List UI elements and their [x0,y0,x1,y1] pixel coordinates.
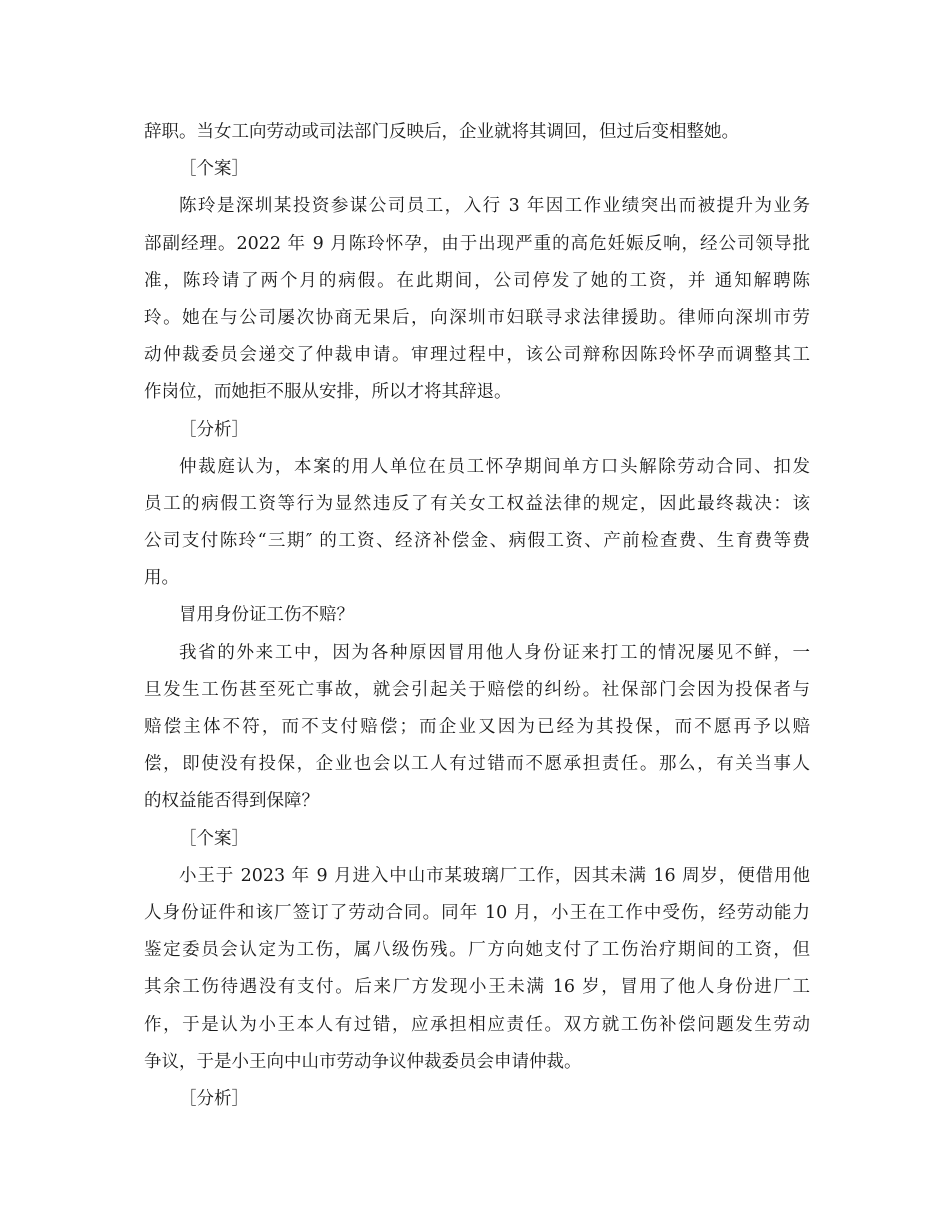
text-line: ［个案］ [179,159,249,180]
text-line: 仲裁庭认为，本案的用人单位在员工怀孕期间单方口头解除劳动合同、扣发 [179,456,810,477]
text-line: 冒用身份证工伤不赔？ [179,605,354,626]
text-line: 辞职。当女工向劳动或司法部门反映后，企业就将其调回，但过后变相整她。 [144,122,739,142]
text-line: 小王于 2023 年 9 月进入中山市某玻璃厂工作，因其未满 16 周岁，便借用他 [179,865,810,886]
text-line: ［分析］ [179,1088,249,1109]
text-line: 的权益能否得到保障？ [144,791,319,812]
text-line: 作，于是认为小王本人有过错，应承担相应责任。双方就工伤补偿问题发生劳动 [144,1014,810,1035]
text-line: 陈玲是深圳某投资参谋公司员工，入行 3 年因工作业绩突出而被提升为业务 [179,196,810,217]
document-body [144,114,810,1118]
text-line: ［个案］ [179,828,249,849]
text-line: ［分析］ [179,419,249,440]
text-line: 争议，于是小王向中山市劳动争议仲裁委员会申请仲裁。 [144,1051,582,1072]
text-line: 我省的外来工中，因为各种原因冒用他人身份证来打工的情况屡见不鲜，一 [179,642,810,663]
text-line: 动仲裁委员会递交了仲裁申请。审理过程中，该公司辩称因陈玲怀孕而调整其工 [144,345,810,366]
text-line: 赔偿主体不符，而不支付赔偿；而企业又因为已经为其投保，而不愿再予以赔 [144,717,810,737]
text-line: 公司支付陈玲“三期″ 的工资、经济补偿金、病假工资、产前检查费、生育费等费 [144,531,810,552]
text-line: 部副经理。2022 年 9 月陈玲怀孕，由于出现严重的高危妊娠反响，经公司领导批 [144,233,810,254]
text-line: 旦发生工伤甚至死亡事故，就会引起关于赔偿的纠纷。社保部门会因为投保者与 [144,679,810,700]
text-line: 鉴定委员会认定为工伤，属八级伤残。厂方向她支付了工伤治疗期间的工资，但 [144,940,810,961]
text-line: 作岗位，而她拒不服从安排，所以才将其辞退。 [144,382,512,403]
text-line: 其余工伤待遇没有支付。后来厂方发现小王未满 16 岁，冒用了他人身份进厂工 [144,977,810,998]
text-line: 人身份证件和该厂签订了劳动合同。同年 10 月，小王在工作中受伤，经劳动能力 [144,902,810,923]
text-line: 偿，即使没有投保，企业也会以工人有过错而不愿承担责任。那么，有关当事人 [144,754,810,775]
text-line: 玲。她在与公司屡次协商无果后，向深圳市妇联寻求法律援助。律师向深圳市劳 [144,307,810,328]
text-line: 准，陈玲请了两个月的病假。在此期间，公司停发了她的工资，并 通知解聘陈 [144,270,810,291]
text-line: 用。 [144,568,179,589]
text-line: 员工的病假工资等行为显然违反了有关女工权益法律的规定，因此最终裁决：该 [144,493,810,514]
